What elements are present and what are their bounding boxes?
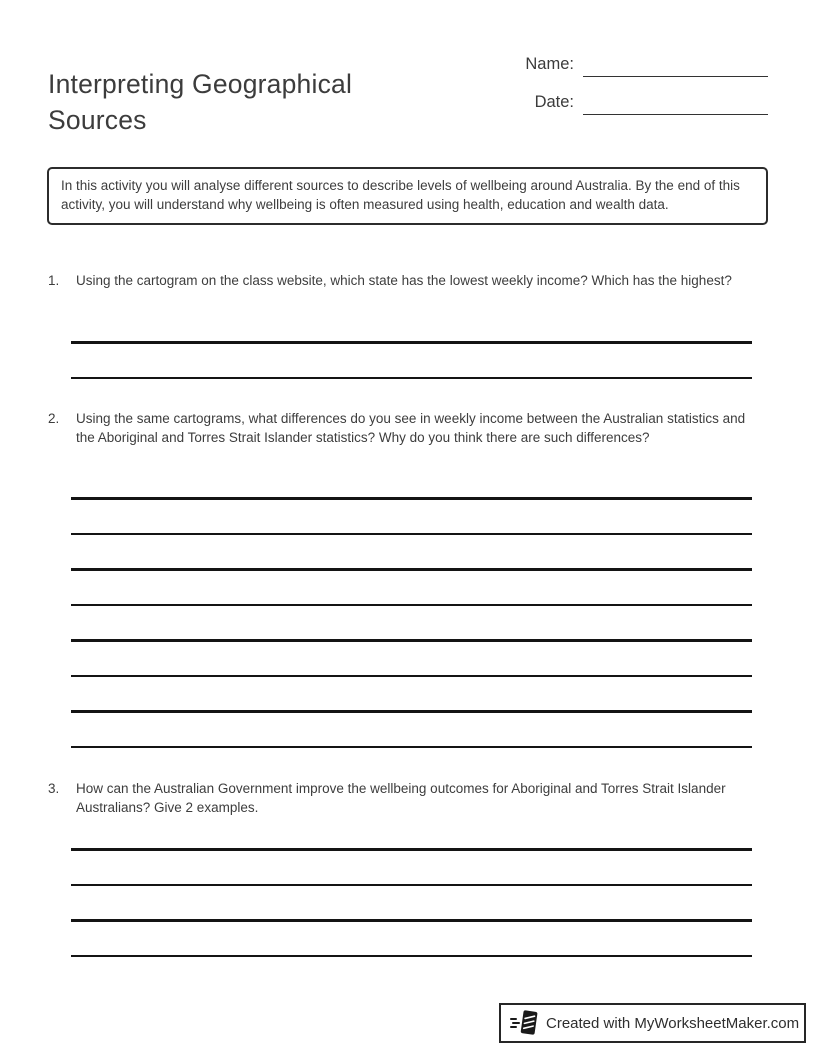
question-1 (48, 272, 764, 291)
answer-line (71, 848, 752, 851)
answer-line (71, 955, 752, 958)
answer-line (71, 604, 752, 607)
name-label: Name: (525, 55, 574, 73)
question-2-row (48, 410, 764, 447)
answer-line (71, 639, 752, 642)
question-1-row (48, 272, 764, 291)
answer-line (71, 533, 752, 536)
question-1-answer-lines (71, 341, 752, 412)
answer-line (71, 675, 752, 678)
name-write-line (583, 49, 768, 77)
question-2-text: Using the same cartograms, what differences do you see in weekly income between the Australian statistics and the Aboriginal and Torres Strait Islander statistics? Why do you think there are such differences? (76, 411, 746, 445)
question-3 (48, 780, 764, 817)
answer-line (71, 919, 752, 922)
footer-badge (499, 1003, 806, 1043)
question-2-number: 2. (48, 411, 60, 426)
question-3-text: How can the Australian Government improve the wellbeing outcomes for Aboriginal and Torres Strait Islander Australians? Give 2 examples. (76, 781, 726, 815)
flying-worksheet-icon (509, 1007, 541, 1039)
answer-line (71, 341, 752, 344)
worksheet-title: Interpreting Geographical Sources (48, 68, 353, 135)
date-write-line (583, 87, 768, 115)
badge-text: Created with MyWorksheetMaker.com (546, 1014, 800, 1032)
answer-line (71, 568, 752, 571)
question-3-answer-lines (71, 848, 752, 990)
name-field-row (504, 49, 768, 87)
question-3-number: 3. (48, 781, 60, 796)
answer-line (71, 497, 752, 500)
instructions-box (47, 167, 768, 225)
answer-line (71, 746, 752, 749)
answer-line (71, 884, 752, 887)
question-1-text: Using the cartogram on the class website, which state has the lowest weekly income? Which has the highest? (76, 273, 732, 288)
answer-line (71, 710, 752, 713)
question-1-number: 1. (48, 273, 60, 288)
header-fields (504, 49, 768, 125)
question-3-row (48, 780, 764, 817)
date-label: Date: (534, 93, 574, 111)
answer-line (71, 377, 752, 380)
date-field-row (504, 87, 768, 125)
question-2-answer-lines (71, 497, 752, 781)
instructions-text: In this activity you will analyse different sources to describe levels of wellbeing around Australia. By the end of this activity, you will understand why wellbeing is often measured using health, education and wealth data. (61, 178, 740, 212)
question-2 (48, 410, 764, 447)
